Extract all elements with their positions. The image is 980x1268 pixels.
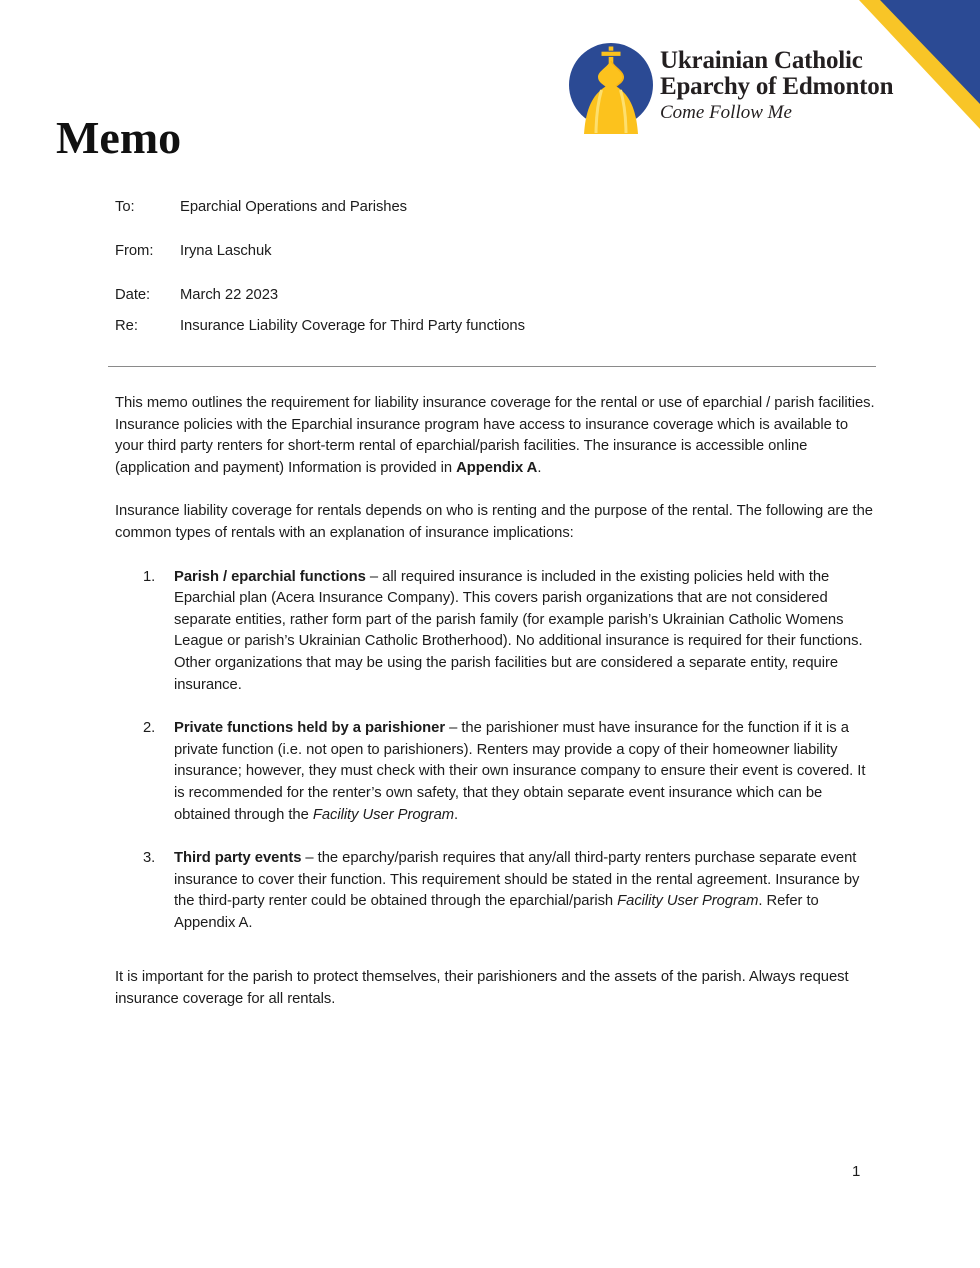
item3-text: – the eparchy/parish requires that any/all third-party renters purchase separate event insurance to cover their function. This requirement should be stated in the rental agreement. Insurance by the third-party renter could be obtained through the eparchial/parish	[174, 850, 860, 910]
logo-tagline: Come Follow Me	[660, 102, 792, 123]
eparchy-logo	[568, 43, 893, 140]
intro-appendix-bold: Appendix A	[456, 459, 538, 476]
item2-facility-program-italic: Facility User Program	[312, 806, 455, 823]
field-row-to	[115, 199, 877, 216]
intro-tail: .	[537, 459, 542, 476]
field-label-date: Date:	[115, 287, 151, 303]
item3-tail: . Refer to Appendix A.	[174, 893, 819, 931]
item2-tail: .	[454, 806, 459, 823]
list-number-2: 2.	[143, 720, 156, 737]
list-item-parish-functions	[115, 567, 877, 697]
rental-types-paragraph: Insurance liability coverage for rentals depends on who is renting and the purpose of the rental. The following are the common types of rentals with an explanation of insurance implications:	[115, 503, 873, 541]
closing-paragraph: It is important for the parish to protect themselves, their parishioners and the assets of the parish. Always request insurance coverage for all rentals.	[115, 969, 849, 1008]
item1-title-bold: Parish / eparchial functions	[174, 568, 366, 585]
field-label-re: Re:	[115, 318, 138, 334]
memo-title: Memo	[56, 112, 182, 163]
field-row-from	[115, 243, 877, 260]
list-number-1: 1.	[143, 568, 156, 585]
item3-facility-program-italic: Facility User Program	[617, 893, 759, 910]
field-value-from: Iryna Laschuk	[180, 243, 272, 259]
logo-org-name-line2: Eparchy of Edmonton	[660, 73, 894, 100]
list-item-private-functions	[115, 718, 877, 826]
logo-org-name-line1: Ukrainian Catholic	[660, 47, 863, 74]
field-label-from: From:	[115, 243, 154, 259]
field-value-re: Insurance Liability Coverage for Third Party functions	[180, 318, 525, 334]
memo-content	[115, 199, 877, 1011]
item2-text: – the parishioner must have insurance for the function if it is a private function (i.e. not open to parishioners). Renters may provide a copy of their homeowner liability insurance; however, they must check with their own insurance company to ensure their event is covered. It is recommended for the renter’s own safety, that they obtain separate event insurance which can be obtained through the	[174, 720, 866, 823]
eparchy-logo-icon	[568, 43, 654, 140]
intro-paragraph	[115, 393, 877, 479]
item3-title-bold: Third party events	[174, 850, 302, 867]
divider-rule	[108, 366, 876, 367]
field-label-to: To:	[115, 199, 135, 215]
field-row-date	[115, 287, 877, 304]
list-number-3: 3.	[143, 850, 156, 867]
item1-text: – all required insurance is included in the existing policies held with the Eparchial plan (Acera Insurance Company). This covers parish organizations that are not considered separate entities, rather form part of the parish family (for example parish’s Ukrainian Catholic Womens League or parish’s Ukrainian Catholic Brotherhood). No additional insurance is required for their functions. Other organizations that may be using the parish facilities but are considered a separate entity, require insurance.	[174, 568, 863, 693]
list-item-third-party-events	[115, 848, 877, 934]
field-value-to: Eparchial Operations and Parishes	[180, 199, 408, 215]
rental-types-list	[115, 567, 877, 935]
item2-title-bold: Private functions held by a parishioner	[174, 720, 446, 737]
field-row-re	[115, 318, 877, 335]
field-value-date: March 22 2023	[180, 287, 279, 303]
intro-text: This memo outlines the requirement for liability insurance coverage for the rental or use of eparchial / parish facilities. Insurance policies with the Eparchial insurance program have access to insurance coverage which is available to your third party renters for short-term rental of eparchial/parish facilities. The insurance is accessible online (application and payment) Information is provided in	[115, 395, 875, 476]
logo-text	[660, 43, 893, 140]
page-number: 1	[852, 1163, 861, 1180]
memo-fields	[115, 199, 877, 335]
